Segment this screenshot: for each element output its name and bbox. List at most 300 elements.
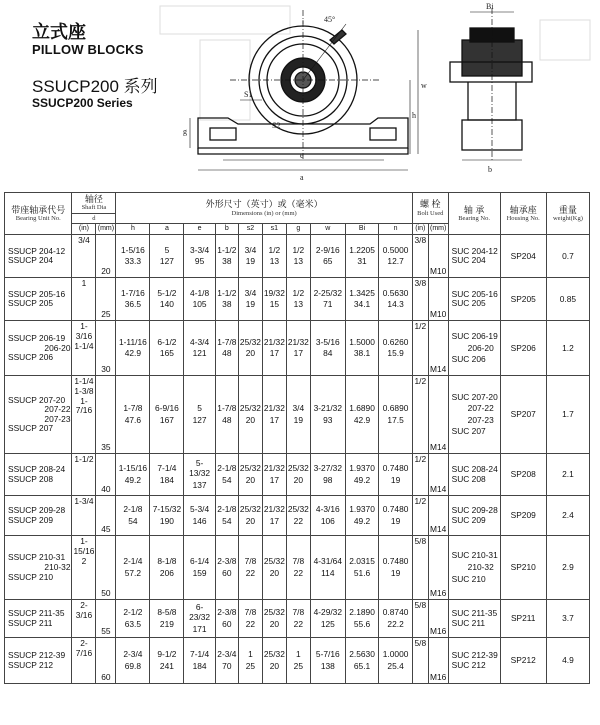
- dim-n-cell-line: 22.2: [387, 618, 404, 629]
- dim-n-cell-line: 14.3: [387, 299, 404, 310]
- series-title-en: SSUCP200 Series: [32, 96, 133, 110]
- dim-g-cell: [286, 600, 310, 638]
- specification-table: [4, 192, 590, 684]
- dim-w-cell-line: 138: [320, 660, 335, 671]
- g-label: g: [183, 127, 187, 136]
- dim-n-cell-line: 19: [390, 567, 401, 578]
- dim-w-cell-line: 106: [320, 515, 335, 526]
- subheader-cell: (mm): [96, 224, 116, 235]
- dim-n-cell-line: 0.5000: [382, 244, 409, 255]
- dim-b-cell-line: 1-1/2: [217, 244, 237, 255]
- shaft-mm-cell: 50: [96, 536, 116, 600]
- dim-h-cell-line: 49.2: [124, 474, 142, 485]
- housing-no-cell: SP207: [500, 376, 546, 454]
- housing-no-cell: SP208: [500, 454, 546, 496]
- dim-bi-cell-line: 51.6: [353, 567, 371, 578]
- shaft-in-cell: [72, 536, 96, 600]
- dim-s1-cell-line: 17: [269, 414, 280, 425]
- dim-w-cell: [310, 638, 345, 684]
- bearing-no-cell: [448, 600, 500, 638]
- dim-g-cell: [286, 321, 310, 376]
- subheader-cell: e: [184, 224, 215, 235]
- shaft-in-cell: [72, 496, 96, 536]
- shaft-in-value: 1-3/8: [74, 385, 94, 396]
- bearing-no: SUC 209-28: [451, 505, 498, 516]
- dim-g-cell-line: 17: [293, 348, 303, 359]
- dim-b-cell: [215, 278, 238, 321]
- dim-n-cell-line: 19: [390, 474, 401, 485]
- dim-n-cell-line: 0.6260: [382, 336, 409, 347]
- dim-h-cell-line: 36.5: [124, 299, 142, 310]
- dim-s1-cell: [262, 278, 286, 321]
- bearing-no-cell: [448, 454, 500, 496]
- dim-s2-cell: [238, 600, 262, 638]
- dim-h-cell: [116, 321, 150, 376]
- subheader-cell: Bi: [345, 224, 379, 235]
- dim-bi-cell-line: 2.1890: [349, 607, 375, 618]
- unit-number: SSUCP 206: [8, 352, 54, 363]
- dim-g-cell-line: 3/4: [292, 403, 305, 414]
- dimensions-header: 外形尺寸（英寸）或（毫米） Dimensions (in) or (mm): [116, 193, 412, 224]
- dim-s2-cell: [238, 235, 262, 278]
- dim-g-cell-line: 13: [293, 299, 303, 310]
- housing-no-cell: SP206: [500, 321, 546, 376]
- unit-number: SSUCP 206-19: [8, 332, 66, 343]
- dim-s2-cell: [238, 278, 262, 321]
- dim-b-cell: [215, 235, 238, 278]
- dim-g-cell: [286, 536, 310, 600]
- dim-b-cell-line: 2-1/8: [217, 463, 237, 474]
- bearing-header: 轴 承 Bearing No.: [448, 193, 500, 235]
- dim-a-cell-line: 7-1/4: [157, 463, 177, 474]
- shaft-mm-cell: 40: [96, 454, 116, 496]
- dim-s1-cell: [262, 536, 286, 600]
- dim-g-cell: [286, 235, 310, 278]
- subheader-cell: b: [215, 224, 238, 235]
- dim-s2-cell: [238, 454, 262, 496]
- dim-n-cell: [379, 321, 413, 376]
- dim-b-cell: [215, 600, 238, 638]
- dim-b-cell-line: 38: [222, 299, 232, 310]
- dim-h-cell-line: 42.9: [124, 348, 142, 359]
- dim-s1-cell-line: 21/32: [263, 336, 285, 347]
- dim-w-cell-line: 3-21/32: [313, 403, 342, 414]
- dim-s1-cell-line: 21/32: [263, 463, 285, 474]
- dim-a-cell-line: 8-5/8: [157, 607, 177, 618]
- dim-s2-cell-line: 3/4: [244, 287, 257, 298]
- bearing-no: SUC 206: [451, 354, 486, 365]
- dim-e-cell: [184, 496, 215, 536]
- dim-s2-cell-line: 20: [245, 515, 256, 526]
- bearing-no-cell: [448, 638, 500, 684]
- bolt-in-cell: 3/8: [412, 278, 428, 321]
- dim-n-cell-line: 0.7480: [382, 504, 409, 515]
- dim-n-cell-line: 0.7480: [382, 556, 409, 567]
- dim-g-cell-line: 7/8: [292, 556, 305, 567]
- dim-e-cell-line: 4-1/8: [190, 287, 210, 298]
- subheader-cell: (in): [412, 224, 428, 235]
- unit-number: SSUCP 204: [8, 255, 54, 266]
- dim-bi-cell: [345, 321, 379, 376]
- dim-a-cell-line: 219: [159, 618, 174, 629]
- dim-e-cell-line: 3-3/4: [190, 244, 210, 255]
- dim-bi-cell-line: 55.6: [353, 618, 371, 629]
- dim-b-cell-line: 70: [222, 660, 232, 671]
- dim-b-cell-line: 54: [222, 515, 232, 526]
- dim-bi-cell-line: 2.5630: [349, 649, 375, 660]
- bolt-mm-cell: M10: [428, 235, 448, 278]
- dim-a-cell-line: 184: [159, 474, 174, 485]
- dim-g-cell-line: 25/32: [287, 504, 309, 515]
- weight-cell: 1.2: [546, 321, 589, 376]
- dim-a-cell: [150, 638, 184, 684]
- header: [0, 0, 600, 190]
- unit-number: 206-20: [44, 342, 71, 353]
- bearing-no-cell: [448, 376, 500, 454]
- dim-a-cell-line: 206: [159, 567, 174, 578]
- unit-no-header: 带座轴承代号 Bearing Unit No.: [5, 193, 72, 235]
- dim-bi-cell-line: 34.1: [353, 299, 371, 310]
- dim-s2-cell-line: 3/4: [244, 244, 257, 255]
- dim-e-cell-line: 7-1/4: [190, 649, 210, 660]
- dim-e-cell: [184, 321, 215, 376]
- dim-w-cell-line: 98: [323, 474, 333, 485]
- unit-number-cell: [5, 600, 72, 638]
- subheader-cell: (mm): [428, 224, 448, 235]
- bearing-no: SUC 205: [451, 298, 486, 309]
- dim-w-cell-line: 3-27/32: [313, 463, 342, 474]
- dim-e-cell-line: 121: [192, 348, 207, 359]
- pillow-block-drawing: [0, 0, 600, 190]
- dim-a-cell-line: 6-9/16: [155, 403, 179, 414]
- shaft-header: 轴径 Shaft Dia: [72, 193, 116, 214]
- dim-s1-cell-line: 21/32: [263, 504, 285, 515]
- unit-number: SSUCP 207-20: [8, 394, 66, 405]
- table-header-row: [5, 193, 590, 214]
- dim-g-cell-line: 22: [293, 567, 303, 578]
- dim-bi-cell: [345, 235, 379, 278]
- dim-n-cell-line: 17.5: [387, 414, 404, 425]
- dim-e-cell: [184, 278, 215, 321]
- bolt-mm-cell: M14: [428, 454, 448, 496]
- title-en: PILLOW BLOCKS: [32, 42, 144, 57]
- bearing-no-cell: [448, 321, 500, 376]
- unit-number: SSUCP 208-24: [8, 464, 66, 475]
- dim-s2-cell-line: 22: [245, 618, 256, 629]
- dim-w-cell-line: 114: [321, 567, 335, 578]
- unit-number: SSUCP 212-39: [8, 650, 66, 661]
- bearing-no: SUC 209: [451, 514, 486, 525]
- bearing-no: SUC 208: [451, 473, 486, 484]
- dim-w-cell-line: 3-5/16: [315, 336, 340, 347]
- table-row: [5, 536, 590, 600]
- dim-w-cell-line: 2-25/32: [313, 287, 342, 298]
- dim-n-cell: [379, 496, 413, 536]
- dim-s1-cell-line: 21/32: [263, 403, 285, 414]
- shaft-in-value: 2: [81, 555, 87, 566]
- dim-a-cell-line: 165: [159, 348, 174, 359]
- dim-n-cell-line: 25.4: [387, 660, 404, 671]
- unit-number-cell: [5, 496, 72, 536]
- dim-h-cell: [116, 496, 150, 536]
- dim-w-cell: [310, 496, 345, 536]
- dim-w-cell-line: 65: [323, 256, 333, 267]
- dim-bi-cell-line: 2.0315: [349, 556, 375, 567]
- shaft-in-value: 1-3/4: [74, 496, 94, 507]
- housing-no-cell: SP210: [500, 536, 546, 600]
- subheader-cell: g: [286, 224, 310, 235]
- dim-a-cell-line: 5: [164, 244, 170, 255]
- dim-e-cell-line: 4-3/4: [190, 336, 210, 347]
- dim-e-cell-line: 171: [192, 623, 207, 634]
- table-row: [5, 496, 590, 536]
- dim-s1-cell-line: 20: [269, 567, 280, 578]
- dim-s2-cell-line: 25/32: [239, 463, 261, 474]
- dim-s1-cell: [262, 376, 286, 454]
- dim-b-cell-line: 2-1/8: [217, 504, 237, 515]
- weight-cell: 3.7: [546, 600, 589, 638]
- bearing-no: SUC 206-19: [451, 330, 498, 341]
- weight-cell: 4.9: [546, 638, 589, 684]
- bearing-no: 207-23: [467, 414, 494, 425]
- dim-n-cell-line: 12.7: [387, 256, 404, 267]
- dim-a-cell: [150, 536, 184, 600]
- shaft-mm-cell: 55: [96, 600, 116, 638]
- dim-g-cell-line: 7/8: [292, 607, 305, 618]
- dim-n-cell: [379, 454, 413, 496]
- unit-number: 210-32: [44, 562, 71, 572]
- dim-h-cell: [116, 638, 150, 684]
- unit-number: SSUCP 211-35: [8, 608, 65, 619]
- dim-s1-cell-line: 17: [269, 474, 280, 485]
- shaft-in-value: 1-15/16: [73, 536, 95, 556]
- unit-number-cell: [5, 376, 72, 454]
- dim-b-cell: [215, 321, 238, 376]
- dim-e-cell: [184, 235, 215, 278]
- dim-s2-cell-line: 25/32: [239, 504, 261, 515]
- dim-a-cell-line: 9-1/2: [157, 649, 177, 660]
- unit-number-cell: [5, 536, 72, 600]
- bearing-no: SUC 211-35: [451, 608, 498, 619]
- shaft-d-header: d: [72, 213, 116, 223]
- unit-number: 207-23: [44, 413, 71, 424]
- bearing-no: SUC 212-39: [451, 650, 498, 661]
- dim-bi-cell-line: 42.9: [353, 414, 371, 425]
- bearing-no: 206-20: [467, 342, 494, 353]
- dim-bi-cell: [345, 496, 379, 536]
- dim-a-cell-line: 6-1/2: [157, 336, 177, 347]
- dim-b-cell: [215, 638, 238, 684]
- dim-a-cell: [150, 496, 184, 536]
- shaft-in-cell: [72, 321, 96, 376]
- dim-h-cell-line: 2-1/4: [123, 556, 143, 567]
- dim-n-cell-line: 1.0000: [382, 649, 409, 660]
- shaft-in-cell: [72, 600, 96, 638]
- unit-number-cell: [5, 235, 72, 278]
- shaft-mm-cell: 35: [96, 376, 116, 454]
- housing-no-cell: SP211: [500, 600, 546, 638]
- dim-a-cell-line: 190: [159, 515, 174, 526]
- dim-bi-cell: [345, 600, 379, 638]
- dim-g-cell-line: 13: [293, 256, 303, 267]
- table-row: [5, 278, 590, 321]
- dim-s2-cell-line: 20: [245, 348, 256, 359]
- dim-w-cell-line: 2-9/16: [315, 244, 340, 255]
- dim-bi-cell-line: 65.1: [353, 660, 371, 671]
- dim-s1-cell-line: 13: [269, 256, 280, 267]
- dim-w-cell-line: 125: [320, 618, 335, 629]
- subheader-cell: s2: [238, 224, 262, 235]
- side-view: [450, 8, 532, 160]
- dim-e-cell: [184, 638, 215, 684]
- dim-n-cell: [379, 536, 413, 600]
- unit-number: SSUCP 210-31: [8, 552, 66, 563]
- dim-bi-cell: [345, 454, 379, 496]
- dim-w-cell-line: 5-7/16: [315, 649, 340, 660]
- dim-w-cell: [310, 235, 345, 278]
- dim-n-cell: [379, 638, 413, 684]
- s1-label: S1: [244, 90, 253, 99]
- dim-bi-cell-line: 1.5000: [349, 336, 375, 347]
- dim-e-cell-line: 146: [192, 515, 207, 526]
- weight-cell: 2.1: [546, 454, 589, 496]
- weight-cell: 1.7: [546, 376, 589, 454]
- shaft-in-value: 1-1/4: [74, 340, 94, 351]
- bolt-mm-cell: M16: [428, 536, 448, 600]
- dim-n-cell-line: 0.7480: [382, 463, 409, 474]
- subheader-cell: a: [150, 224, 184, 235]
- bolt-in-cell: 3/8: [412, 235, 428, 278]
- table-row: [5, 600, 590, 638]
- dim-a-cell: [150, 376, 184, 454]
- dim-s2-cell-line: 19: [245, 299, 256, 310]
- dim-b-cell-line: 1-1/2: [217, 287, 237, 298]
- dim-a-cell-line: 140: [159, 299, 174, 310]
- unit-number-cell: [5, 321, 72, 376]
- dim-n-cell: [379, 376, 413, 454]
- dim-g-cell-line: 19: [293, 414, 303, 425]
- shaft-in-value: 3/4: [78, 235, 90, 246]
- dim-e-cell-line: 137: [192, 479, 207, 490]
- bearing-no: SUC 207: [451, 426, 486, 437]
- dim-a-cell-line: 127: [159, 256, 174, 267]
- bearing-no: SUC 210: [451, 573, 486, 584]
- dim-g-cell-line: 20: [293, 474, 303, 485]
- dim-h-cell: [116, 454, 150, 496]
- dim-b-cell-line: 2-3/8: [217, 556, 237, 567]
- dim-b-cell-line: 2-3/8: [217, 607, 237, 618]
- bearing-no: SUC 210-31: [451, 550, 498, 561]
- dim-s2-cell: [238, 376, 262, 454]
- table-row: [5, 454, 590, 496]
- shaft-in-cell: [72, 454, 96, 496]
- shaft-in-value: 1-1/2: [74, 454, 94, 465]
- subheader-cell: (in): [72, 224, 96, 235]
- weight-cell: 2.9: [546, 536, 589, 600]
- unit-number: SSUCP 210: [8, 571, 54, 582]
- bolt-mm-cell: M14: [428, 496, 448, 536]
- shaft-in-value: 1: [81, 278, 87, 289]
- b-label: b: [488, 165, 492, 174]
- table-body: [5, 235, 590, 684]
- housing-no-cell: SP204: [500, 235, 546, 278]
- unit-number: SSUCP 204-12: [8, 245, 66, 256]
- housing-header: 轴承座 Housing No.: [500, 193, 546, 235]
- dim-b-cell-line: 1-7/8: [217, 336, 237, 347]
- bearing-no: SUC 204: [451, 255, 486, 266]
- dim-bi-cell-line: 1.2205: [349, 244, 375, 255]
- shaft-in-value: 1-1/4: [74, 376, 94, 387]
- dim-s1-cell: [262, 638, 286, 684]
- shaft-in-value: 1-7/16: [75, 395, 93, 416]
- dim-a-cell-line: 241: [159, 660, 174, 671]
- dim-b-cell-line: 38: [222, 256, 232, 267]
- dim-e-cell-line: 5: [197, 403, 202, 414]
- bolt-in-cell: 5/8: [412, 536, 428, 600]
- shaft-mm-cell: 45: [96, 496, 116, 536]
- s2-label: S2: [272, 121, 281, 130]
- dim-n-cell-line: 0.5630: [382, 287, 409, 298]
- angle-label: 45°: [324, 15, 336, 24]
- dim-g-cell-line: 1/2: [292, 287, 305, 298]
- dim-h-cell-line: 69.8: [124, 660, 142, 671]
- unit-number: SSUCP 212: [8, 659, 54, 670]
- unit-number-cell: [5, 638, 72, 684]
- dim-g-cell: [286, 278, 310, 321]
- bearing-no-cell: [448, 496, 500, 536]
- dim-h-cell-line: 63.5: [124, 618, 142, 629]
- bolt-in-cell: 5/8: [412, 638, 428, 684]
- dim-bi-cell-line: 1.6890: [349, 403, 375, 414]
- bolt-mm-cell: M16: [428, 638, 448, 684]
- bolt-in-cell: 1/2: [412, 496, 428, 536]
- dim-bi-cell: [345, 376, 379, 454]
- dim-b-cell-line: 48: [222, 414, 232, 425]
- dim-e-cell-line: 6-23/32: [189, 602, 211, 622]
- dim-s1-cell-line: 17: [269, 515, 280, 526]
- bolt-mm-cell: M14: [428, 376, 448, 454]
- dim-e-cell-line: 159: [192, 567, 207, 578]
- title-cn: 立式座: [32, 22, 86, 42]
- bearing-no: SUC 204-12: [451, 245, 498, 256]
- table-row: [5, 235, 590, 278]
- dim-g-cell-line: 25: [293, 660, 303, 671]
- dim-b-cell-line: 54: [222, 474, 232, 485]
- weight-header: 重量 weight(Kg): [546, 193, 589, 235]
- dim-n-cell: [379, 600, 413, 638]
- dim-s1-cell-line: 25/32: [263, 607, 285, 618]
- dim-bi-cell-line: 1.9370: [349, 504, 375, 515]
- h-label: h: [412, 111, 416, 120]
- bearing-no-cell: [448, 536, 500, 600]
- dim-s1-cell: [262, 600, 286, 638]
- dim-w-cell: [310, 321, 345, 376]
- dim-e-cell: [184, 454, 215, 496]
- dim-a-cell-line: 5-1/2: [157, 287, 177, 298]
- dim-bi-cell: [345, 536, 379, 600]
- bi-label: Bi: [486, 2, 494, 11]
- dim-g-cell: [286, 454, 310, 496]
- shaft-mm-cell: 25: [96, 278, 116, 321]
- dim-s2-cell-line: 25/32: [239, 403, 261, 414]
- dim-s2-cell-line: 25/32: [239, 336, 261, 347]
- weight-cell: 0.85: [546, 278, 589, 321]
- dim-s1-cell-line: 15: [269, 299, 280, 310]
- dim-h-cell-line: 33.3: [124, 256, 142, 267]
- dim-bi-cell-line: 1.3425: [349, 287, 375, 298]
- dim-bi-cell-line: 49.2: [353, 515, 371, 526]
- unit-number: 207-22: [44, 404, 71, 415]
